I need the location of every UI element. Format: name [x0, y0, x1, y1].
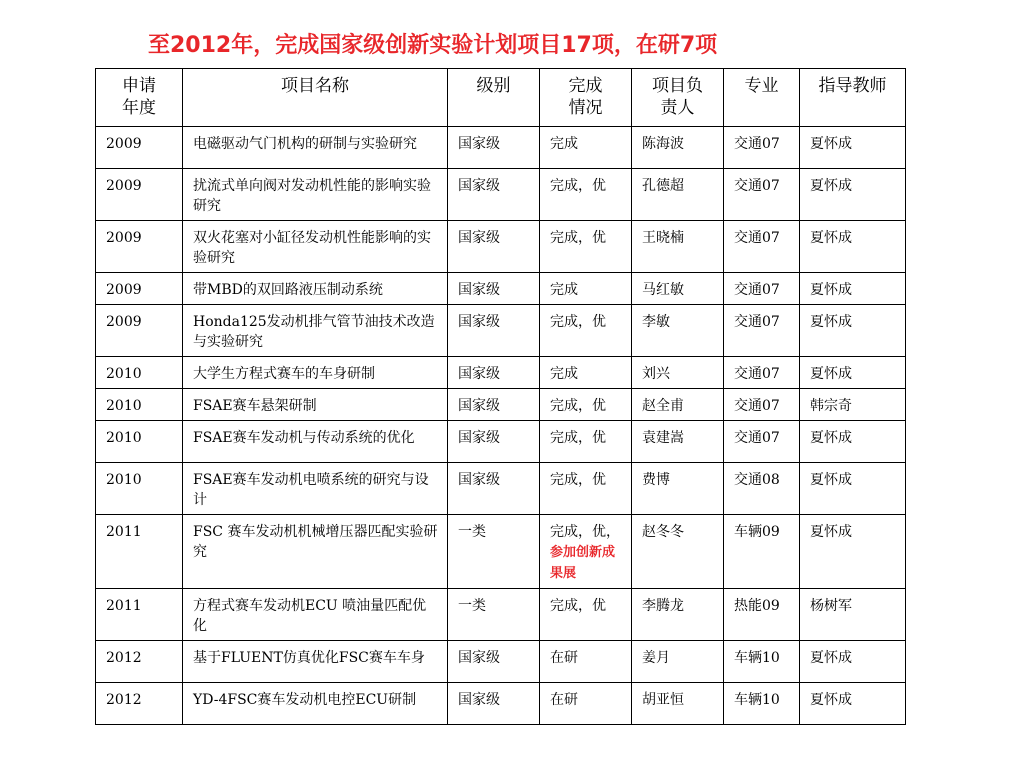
cell-status: 在研 — [540, 683, 632, 725]
cell-name: 扰流式单向阀对发动机性能的影响实验研究 — [183, 169, 448, 221]
cell-year: 2011 — [96, 515, 183, 589]
cell-name: 基于FLUENT仿真优化FSC赛车车身 — [183, 641, 448, 683]
cell-leader: 袁建嵩 — [632, 421, 724, 463]
cell-leader: 李敏 — [632, 305, 724, 357]
cell-major: 车辆10 — [724, 683, 800, 725]
table-row — [96, 589, 906, 641]
cell-year: 2009 — [96, 127, 183, 169]
cell-level: 国家级 — [448, 305, 540, 357]
cell-status: 完成，优 — [540, 589, 632, 641]
cell-advisor: 夏怀成 — [800, 421, 906, 463]
cell-leader: 胡亚恒 — [632, 683, 724, 725]
cell-major: 热能09 — [724, 589, 800, 641]
cell-major: 交通07 — [724, 421, 800, 463]
cell-level: 国家级 — [448, 641, 540, 683]
table-row — [96, 389, 906, 421]
cell-name: 大学生方程式赛车的车身研制 — [183, 357, 448, 389]
header-year: 申请年度 — [96, 69, 183, 127]
cell-leader: 王晓楠 — [632, 221, 724, 273]
cell-status: 完成，优 — [540, 389, 632, 421]
table-row — [96, 127, 906, 169]
cell-advisor: 杨树军 — [800, 589, 906, 641]
cell-status: 完成 — [540, 127, 632, 169]
cell-level: 国家级 — [448, 463, 540, 515]
table-row — [96, 641, 906, 683]
cell-advisor: 夏怀成 — [800, 515, 906, 589]
cell-year: 2009 — [96, 221, 183, 273]
cell-level: 国家级 — [448, 357, 540, 389]
cell-major: 交通07 — [724, 221, 800, 273]
cell-major: 交通07 — [724, 389, 800, 421]
cell-leader: 刘兴 — [632, 357, 724, 389]
cell-leader: 费博 — [632, 463, 724, 515]
cell-year: 2010 — [96, 389, 183, 421]
table-row — [96, 221, 906, 273]
table-row — [96, 273, 906, 305]
cell-level: 一类 — [448, 515, 540, 589]
cell-level: 国家级 — [448, 221, 540, 273]
table-row — [96, 463, 906, 515]
cell-major: 交通08 — [724, 463, 800, 515]
header-leader: 项目负责人 — [632, 69, 724, 127]
cell-year: 2010 — [96, 357, 183, 389]
cell-name: FSAE赛车发动机与传动系统的优化 — [183, 421, 448, 463]
cell-status: 完成，优 — [540, 421, 632, 463]
table-row — [96, 169, 906, 221]
cell-year: 2011 — [96, 589, 183, 641]
cell-advisor: 夏怀成 — [800, 683, 906, 725]
cell-name: YD-4FSC赛车发动机电控ECU研制 — [183, 683, 448, 725]
cell-year: 2012 — [96, 683, 183, 725]
table-row — [96, 683, 906, 725]
cell-leader: 赵全甫 — [632, 389, 724, 421]
cell-advisor: 夏怀成 — [800, 305, 906, 357]
cell-level: 国家级 — [448, 389, 540, 421]
header-level: 级别 — [448, 69, 540, 127]
cell-name: 带MBD的双回路液压制动系统 — [183, 273, 448, 305]
cell-advisor: 夏怀成 — [800, 273, 906, 305]
cell-year: 2009 — [96, 169, 183, 221]
cell-name: FSAE赛车悬架研制 — [183, 389, 448, 421]
cell-advisor: 夏怀成 — [800, 357, 906, 389]
table-row — [96, 421, 906, 463]
cell-leader: 孔德超 — [632, 169, 724, 221]
cell-name: 双火花塞对小缸径发动机性能影响的实验研究 — [183, 221, 448, 273]
cell-name: FSAE赛车发动机电喷系统的研究与设计 — [183, 463, 448, 515]
cell-year: 2009 — [96, 305, 183, 357]
exhibition-note: 参加创新成果展 — [550, 545, 616, 581]
cell-level: 国家级 — [448, 127, 540, 169]
cell-name: Honda125发动机排气管节油技术改造与实验研究 — [183, 305, 448, 357]
cell-advisor: 夏怀成 — [800, 169, 906, 221]
table-row — [96, 357, 906, 389]
header-major: 专业 — [724, 69, 800, 127]
project-table — [95, 68, 906, 725]
cell-major: 交通07 — [724, 169, 800, 221]
table-row — [96, 305, 906, 357]
header-advisor: 指导教师 — [800, 69, 906, 127]
cell-major: 车辆10 — [724, 641, 800, 683]
cell-advisor: 夏怀成 — [800, 221, 906, 273]
cell-major: 车辆09 — [724, 515, 800, 589]
cell-status: 完成 — [540, 273, 632, 305]
cell-year: 2012 — [96, 641, 183, 683]
header-row — [96, 69, 906, 127]
cell-status: 在研 — [540, 641, 632, 683]
cell-leader: 陈海波 — [632, 127, 724, 169]
cell-advisor: 夏怀成 — [800, 641, 906, 683]
header-status: 完成情况 — [540, 69, 632, 127]
cell-major: 交通07 — [724, 273, 800, 305]
cell-leader: 马红敏 — [632, 273, 724, 305]
cell-leader: 姜月 — [632, 641, 724, 683]
status-text: 完成，优， — [550, 524, 620, 540]
cell-advisor: 韩宗奇 — [800, 389, 906, 421]
cell-year: 2010 — [96, 421, 183, 463]
cell-name: FSC 赛车发动机机械增压器匹配实验研究 — [183, 515, 448, 589]
cell-year: 2009 — [96, 273, 183, 305]
cell-status: 完成，优 — [540, 221, 632, 273]
cell-status: 完成，优 — [540, 169, 632, 221]
cell-leader: 赵冬冬 — [632, 515, 724, 589]
table-row — [96, 515, 906, 589]
cell-year: 2010 — [96, 463, 183, 515]
cell-level: 国家级 — [448, 169, 540, 221]
cell-level: 国家级 — [448, 273, 540, 305]
cell-level: 一类 — [448, 589, 540, 641]
header-name: 项目名称 — [183, 69, 448, 127]
cell-level: 国家级 — [448, 421, 540, 463]
cell-advisor: 夏怀成 — [800, 463, 906, 515]
cell-status: 完成，优 — [540, 463, 632, 515]
page-title: 至2012年，完成国家级创新实验计划项目17项，在研7项 — [148, 33, 718, 58]
cell-major: 交通07 — [724, 127, 800, 169]
cell-name: 电磁驱动气门机构的研制与实验研究 — [183, 127, 448, 169]
cell-status — [540, 515, 632, 589]
cell-advisor: 夏怀成 — [800, 127, 906, 169]
cell-status: 完成 — [540, 357, 632, 389]
cell-name: 方程式赛车发动机ECU 喷油量匹配优化 — [183, 589, 448, 641]
cell-major: 交通07 — [724, 305, 800, 357]
cell-leader: 李腾龙 — [632, 589, 724, 641]
cell-major: 交通07 — [724, 357, 800, 389]
cell-status: 完成，优 — [540, 305, 632, 357]
cell-level: 国家级 — [448, 683, 540, 725]
